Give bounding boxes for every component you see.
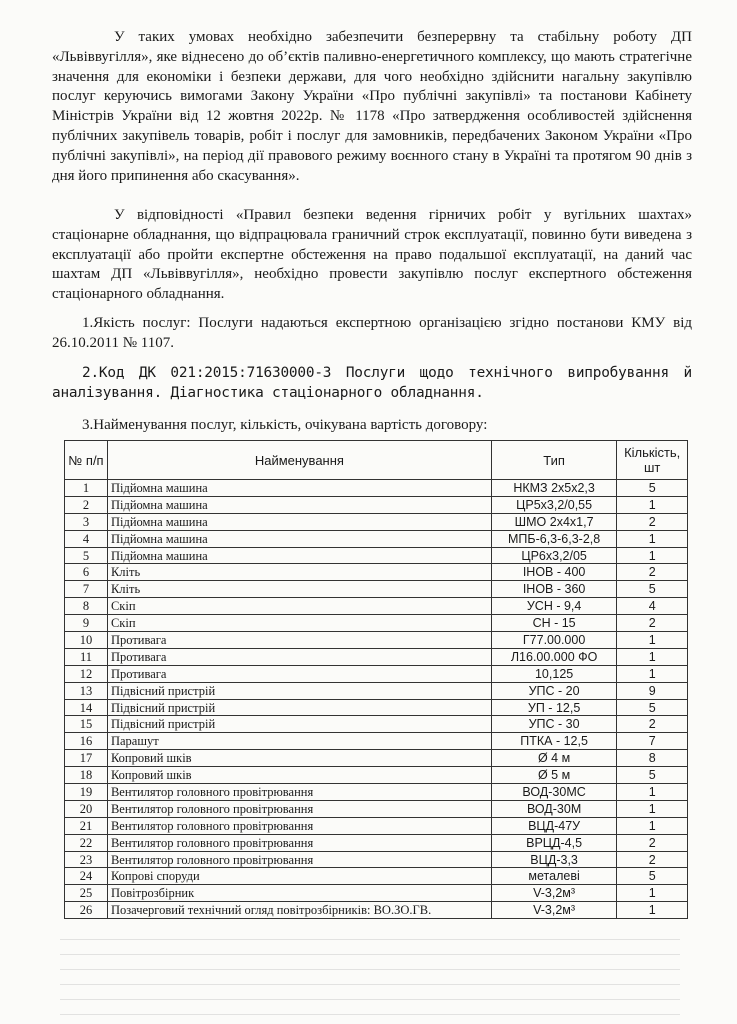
row-type: НКМЗ 2х5х2,3 [491,480,617,497]
header-qty: Кількість, шт [617,441,688,480]
row-number: 7 [65,581,108,598]
row-type: ВОД-30МС [491,784,617,801]
row-name: Кліть [107,581,491,598]
row-number: 4 [65,530,108,547]
row-name: Підвісний пристрій [107,699,491,716]
row-name: Вентилятор головного провітрювання [107,817,491,834]
row-type: V-3,2м³ [491,885,617,902]
row-quantity: 5 [617,767,688,784]
row-type: УПС - 30 [491,716,617,733]
row-name: Підвісний пристрій [107,716,491,733]
table-row [65,598,688,615]
paragraph-dk-code: 2.Код ДК 021:2015:71630000-3 Послуги щодо технічного випробування й аналізування. Діагностика стаціонарного обладнання. [52,365,692,401]
row-name: Підйомна машина [107,530,491,547]
row-quantity: 8 [617,750,688,767]
row-quantity: 5 [617,581,688,598]
row-type: ЦР5х3,2/0,55 [491,496,617,513]
table-row [65,581,688,598]
table-row [65,851,688,868]
row-name: Підйомна машина [107,513,491,530]
row-name: Вентилятор головного провітрювання [107,784,491,801]
row-number: 8 [65,598,108,615]
row-type: ЦР6х3,2/05 [491,547,617,564]
table-row [65,547,688,564]
row-number: 3 [65,513,108,530]
row-type: ВЦД-47У [491,817,617,834]
paragraph-intro: У таких умовах необхідно забезпечити безперервну та стабільну роботу ДП «Львіввугілля», яке віднесено до об’єктів паливно-енергетичного комплексу, що мають стратегічне значення для економіки і безпеки держави, для чого необхідно здійснити нагальну закупівлю послуг керуючись вимогами Закону України «Про публічні закупівлі» та постанови Кабінету Міністрів України від 12 жовтня 2022р. № 1178 «Про затвердження особливостей здійснення публічних закупівель товарів, робіт і послуг для замовників, передбачених Законом України «Про публічні закупівлі», на період дії правового режиму воєнного стану в Україні та протягом 90 днів з дня його припинення або скасування». [52,29,692,184]
row-quantity: 1 [617,902,688,919]
row-type: СН - 15 [491,615,617,632]
row-quantity: 1 [617,817,688,834]
row-name: Підйомна машина [107,480,491,497]
row-number: 18 [65,767,108,784]
header-type: Тип [491,441,617,480]
row-name: Противага [107,632,491,649]
row-type: ПТКА - 12,5 [491,733,617,750]
row-name: Підйомна машина [107,547,491,564]
row-quantity: 2 [617,851,688,868]
row-number: 23 [65,851,108,868]
row-type: Ø 4 м [491,750,617,767]
services-table [64,440,688,919]
row-quantity: 5 [617,868,688,885]
table-row [65,648,688,665]
row-number: 5 [65,547,108,564]
row-type: ІНОВ - 400 [491,564,617,581]
table-row [65,800,688,817]
row-number: 14 [65,699,108,716]
table-header-row [65,441,688,480]
row-type: Г77.00.000 [491,632,617,649]
row-type: металеві [491,868,617,885]
table-row [65,868,688,885]
row-type: ВОД-30М [491,800,617,817]
row-quantity: 2 [617,564,688,581]
table-row [65,885,688,902]
row-name: Копрові споруди [107,868,491,885]
row-number: 12 [65,665,108,682]
table-row [65,699,688,716]
row-type: Л16.00.000 ФО [491,648,617,665]
row-number: 26 [65,902,108,919]
row-quantity: 1 [617,530,688,547]
row-number: 11 [65,648,108,665]
row-type: МПБ-6,3-6,3-2,8 [491,530,617,547]
row-type: ВЦД-3,3 [491,851,617,868]
table-row [65,480,688,497]
table-row [65,615,688,632]
table-row [65,817,688,834]
table-row [65,530,688,547]
row-quantity: 5 [617,699,688,716]
row-name: Противага [107,665,491,682]
table-row [65,513,688,530]
row-quantity: 2 [617,513,688,530]
table-row [65,784,688,801]
table-row [65,564,688,581]
row-type: 10,125 [491,665,617,682]
row-quantity: 2 [617,716,688,733]
row-name: Позачерговий технічний огляд повітрозбірників: ВО.ЗО.ГВ. [107,902,491,919]
row-quantity: 2 [617,615,688,632]
table-row [65,733,688,750]
row-number: 22 [65,834,108,851]
row-number: 6 [65,564,108,581]
row-name: Копровий шків [107,750,491,767]
row-number: 24 [65,868,108,885]
row-quantity: 1 [617,885,688,902]
row-type: ШМО 2х4х1,7 [491,513,617,530]
row-number: 21 [65,817,108,834]
row-number: 16 [65,733,108,750]
paragraph-safety-rules: У відповідності «Правил безпеки ведення гірничих робіт у вугільних шахтах» стаціонарне обладнання, що відпрацювала граничний строк експлуатації, повинно бути виведена з експлуатації або пройти експертне обстеження на право подальшої експлуатації, на даний час шахтам ДП «Львіввугілля», необхідно провести закупівлю послуг експертного обстеження стаціонарного обладнання. [52,207,692,303]
table-row [65,716,688,733]
bleed-through-lines [60,925,680,1015]
row-type: УПС - 20 [491,682,617,699]
row-name: Парашут [107,733,491,750]
row-type: Ø 5 м [491,767,617,784]
row-number: 9 [65,615,108,632]
table-row [65,496,688,513]
row-type: УСН - 9,4 [491,598,617,615]
table-row [65,750,688,767]
row-quantity: 4 [617,598,688,615]
row-name: Підйомна машина [107,496,491,513]
row-type: ВРЦД-4,5 [491,834,617,851]
row-quantity: 1 [617,648,688,665]
row-number: 2 [65,496,108,513]
table-row [65,665,688,682]
row-number: 17 [65,750,108,767]
row-quantity: 1 [617,496,688,513]
row-number: 19 [65,784,108,801]
row-quantity: 7 [617,733,688,750]
table-row [65,767,688,784]
row-name: Вентилятор головного провітрювання [107,800,491,817]
row-type: УП - 12,5 [491,699,617,716]
row-quantity: 2 [617,834,688,851]
row-quantity: 5 [617,480,688,497]
header-num: № п/п [65,441,108,480]
row-name: Скіп [107,615,491,632]
row-name: Кліть [107,564,491,581]
row-name: Копровий шків [107,767,491,784]
row-number: 25 [65,885,108,902]
table-body [65,480,688,919]
row-number: 13 [65,682,108,699]
row-type: ІНОВ - 360 [491,581,617,598]
row-name: Скіп [107,598,491,615]
row-name: Вентилятор головного провітрювання [107,851,491,868]
row-number: 10 [65,632,108,649]
row-number: 20 [65,800,108,817]
row-name: Противага [107,648,491,665]
header-name: Найменування [107,441,491,480]
row-quantity: 1 [617,665,688,682]
row-number: 1 [65,480,108,497]
row-type: V-3,2м³ [491,902,617,919]
row-quantity: 1 [617,632,688,649]
table-row [65,632,688,649]
table-row [65,682,688,699]
paragraph-service-quality: 1.Якість послуг: Послуги надаються експертною організацією згідно постанови КМУ від 26.10.2011 № 1107. [52,315,692,351]
row-quantity: 1 [617,800,688,817]
row-name: Підвісний пристрій [107,682,491,699]
row-name: Повітрозбірник [107,885,491,902]
paragraph-services-list-heading: 3.Найменування послуг, кількість, очікувана вартість договору: [82,417,488,433]
row-quantity: 1 [617,784,688,801]
row-name: Вентилятор головного провітрювання [107,834,491,851]
row-quantity: 9 [617,682,688,699]
row-quantity: 1 [617,547,688,564]
row-number: 15 [65,716,108,733]
table-row [65,902,688,919]
table-row [65,834,688,851]
